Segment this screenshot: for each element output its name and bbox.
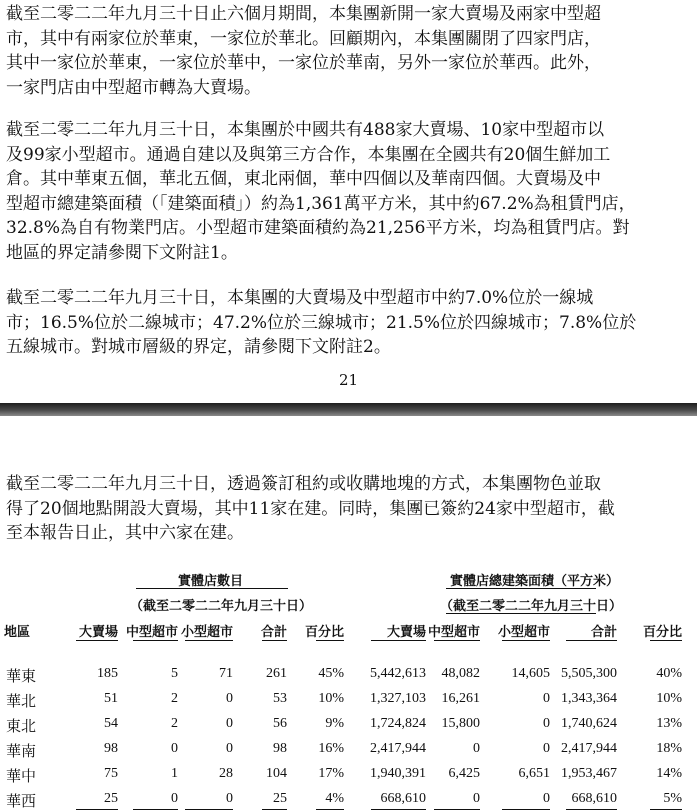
text-line: 截至二零二二年九月三十日，本集團於中國共有488家大賣場、10家中型超市以 xyxy=(6,120,605,140)
table-cell: 0 xyxy=(473,741,480,756)
col-header: 大賣場 xyxy=(386,625,426,640)
table-cell: 51 xyxy=(104,691,118,706)
table-cell: 25 xyxy=(273,791,287,806)
table-cell: 185 xyxy=(97,666,118,681)
page-21 xyxy=(0,0,697,403)
region-label: 東北 xyxy=(6,717,37,735)
table-cell: 14% xyxy=(656,766,682,781)
col-header: 合計 xyxy=(590,625,617,640)
table-cell: 5 xyxy=(171,666,178,681)
col-header: 小型超市 xyxy=(497,625,550,640)
table-cell: 5,442,613 xyxy=(370,666,426,681)
col-header: 百分比 xyxy=(642,625,682,640)
table-cell: 75 xyxy=(104,766,118,781)
total-underline xyxy=(566,809,617,810)
region-header: 地區 xyxy=(4,625,31,640)
table-cell: 16,261 xyxy=(441,691,480,706)
table-cell: 1 xyxy=(171,766,178,781)
total-underline xyxy=(434,809,480,810)
paragraph-store-changes xyxy=(6,2,690,100)
text-line: 得了20個地點開設大賣場，其中11家在建。同時，集團已簽約24家中型超市，截 xyxy=(6,498,615,519)
text-line: 至本報告日止，其中六家在建。 xyxy=(6,523,244,543)
region-label: 華中 xyxy=(6,767,37,785)
header-underline xyxy=(316,640,344,641)
header-underline xyxy=(566,640,617,641)
text-line: 一家門店由中型超市轉為大賣場。 xyxy=(6,77,261,98)
table-cell: 0 xyxy=(543,716,550,731)
table-cell: 71 xyxy=(219,666,233,681)
group1-subtitle: （截至二零二二年九月三十日） xyxy=(130,599,313,614)
table-cell: 2,417,944 xyxy=(370,741,426,756)
table-cell: 0 xyxy=(226,691,233,706)
text-line: 及99家小型超市。通過自建以及與第三方合作，本集團在全國共有20個生鮮加工 xyxy=(6,144,611,165)
header-underline xyxy=(502,640,550,641)
table-cell: 98 xyxy=(273,741,287,756)
table-cell: 0 xyxy=(171,741,178,756)
table-cell: 98 xyxy=(104,741,118,756)
text-line: 型超市總建築面積（「建築面積」）約為1,361萬平方米，其中約67.2%為租賃門店， xyxy=(6,193,636,214)
table-cell: 1,327,103 xyxy=(370,691,426,706)
group2-title-underline xyxy=(446,588,596,589)
text-line: 地區的界定請參閱下文附註1。 xyxy=(6,242,238,263)
table-cell: 1,953,467 xyxy=(561,766,617,781)
table-cell: 28 xyxy=(219,766,233,781)
table-cell: 40% xyxy=(656,666,682,681)
table-cell: 56 xyxy=(273,716,287,731)
table-cell: 0 xyxy=(226,716,233,731)
table-cell: 2 xyxy=(171,691,178,706)
paragraph-city-tiers xyxy=(6,286,690,360)
region-label: 華南 xyxy=(6,742,37,760)
header-underline xyxy=(133,640,178,641)
table-cell: 0 xyxy=(226,741,233,756)
total-underline xyxy=(502,809,550,810)
total-underline xyxy=(185,809,233,810)
header-underline xyxy=(650,640,682,641)
region-label: 華西 xyxy=(6,792,37,810)
table-cell: 0 xyxy=(543,691,550,706)
text-line: 截至二零二二年九月三十日，本集團的大賣場及中型超市中約7.0%位於一線城 xyxy=(6,288,594,308)
table-cell: 0 xyxy=(473,791,480,806)
group1-title-underline xyxy=(136,588,288,589)
table-cell: 1,940,391 xyxy=(370,766,426,781)
text-line: 五線城市。對城市層級的界定，請參閱下文附註2。 xyxy=(6,337,391,357)
table-cell: 0 xyxy=(226,791,233,806)
header-underline xyxy=(262,640,287,641)
table-cell: 104 xyxy=(266,766,287,781)
table-cell: 4% xyxy=(325,791,344,806)
col-header: 大賣場 xyxy=(78,625,118,640)
table-cell: 0 xyxy=(171,791,178,806)
col-header: 百分比 xyxy=(304,625,344,640)
group1-title: 實體店數目 xyxy=(178,574,244,589)
table-cell: 25 xyxy=(104,791,118,806)
table-cell: 0 xyxy=(543,741,550,756)
table-cell: 1,740,624 xyxy=(561,716,617,731)
total-underline xyxy=(650,809,682,810)
col-header: 中型超市 xyxy=(427,625,480,640)
group2-title: 實體店總建築面積（平方米） xyxy=(450,574,620,589)
col-header: 中型超市 xyxy=(125,625,178,640)
col-header: 小型超市 xyxy=(180,625,233,640)
total-underline xyxy=(371,809,426,810)
paragraph-pipeline xyxy=(6,472,690,546)
text-line: 32.8%為自有物業門店。小型超市建築面積約為21,256平方米，均為租賃門店。對 xyxy=(6,218,630,238)
text-line: 截至二零二二年九月三十日止六個月期間，本集團新開一家大賣場及兩家中型超 xyxy=(6,4,601,24)
page-separator xyxy=(0,403,697,416)
table-cell: 54 xyxy=(104,716,118,731)
table-cell: 18% xyxy=(656,741,682,756)
text-line: 倉。其中華東五個，華北五個，東北兩個，華中四個以及華南四個。大賣場及中 xyxy=(6,169,601,189)
table-cell: 10% xyxy=(656,691,682,706)
table-cell: 15,800 xyxy=(441,716,480,731)
table-cell: 2,417,944 xyxy=(561,741,617,756)
table-cell: 1,343,364 xyxy=(561,691,617,706)
text-line: 其中一家位於華東，一家位於華中，一家位於華南，另外一家位於華西。此外， xyxy=(6,53,601,73)
paragraph-store-network xyxy=(6,118,690,265)
region-label: 華東 xyxy=(6,667,37,685)
table-cell: 14,605 xyxy=(511,666,550,681)
region-label: 華北 xyxy=(6,692,37,710)
table-cell: 17% xyxy=(318,766,344,781)
page-22 xyxy=(0,416,697,812)
table-cell: 1,724,824 xyxy=(370,716,426,731)
header-underline xyxy=(76,640,118,641)
table-cell: 10% xyxy=(318,691,344,706)
table-cell: 2 xyxy=(171,716,178,731)
total-underline xyxy=(262,809,287,810)
col-header: 合計 xyxy=(260,625,287,640)
table-cell: 6,425 xyxy=(448,766,480,781)
group2-subtitle: （截至二零二二年九月三十日） xyxy=(440,599,623,614)
page-number: 21 xyxy=(338,371,359,389)
table-cell: 48,082 xyxy=(441,666,480,681)
table-cell: 6,651 xyxy=(518,766,550,781)
total-underline xyxy=(76,809,118,810)
table-cell: 13% xyxy=(656,716,682,731)
total-underline xyxy=(316,809,344,810)
table-cell: 16% xyxy=(318,741,344,756)
group2-subtitle-underline xyxy=(446,613,596,614)
table-cell: 0 xyxy=(543,791,550,806)
text-line: 市，其中有兩家位於華東，一家位於華北。回顧期內，本集團關閉了四家門店， xyxy=(6,28,601,49)
header-underline xyxy=(371,640,426,641)
text-line: 截至二零二二年九月三十日，透過簽訂租約或收購地塊的方式，本集團物色並取 xyxy=(6,474,601,494)
table-cell: 261 xyxy=(266,666,287,681)
table-cell: 5% xyxy=(663,791,682,806)
total-underline xyxy=(133,809,178,810)
header-underline xyxy=(185,640,233,641)
table-cell: 668,610 xyxy=(571,791,617,806)
header-underline xyxy=(434,640,480,641)
table-cell: 668,610 xyxy=(380,791,426,806)
table-cell: 5,505,300 xyxy=(561,666,617,681)
table-cell: 53 xyxy=(273,691,287,706)
text-line: 市；16.5%位於二線城市；47.2%位於三線城市；21.5%位於四線城市；7.8%位於 xyxy=(6,312,637,333)
table-cell: 9% xyxy=(325,716,344,731)
table-cell: 45% xyxy=(318,666,344,681)
